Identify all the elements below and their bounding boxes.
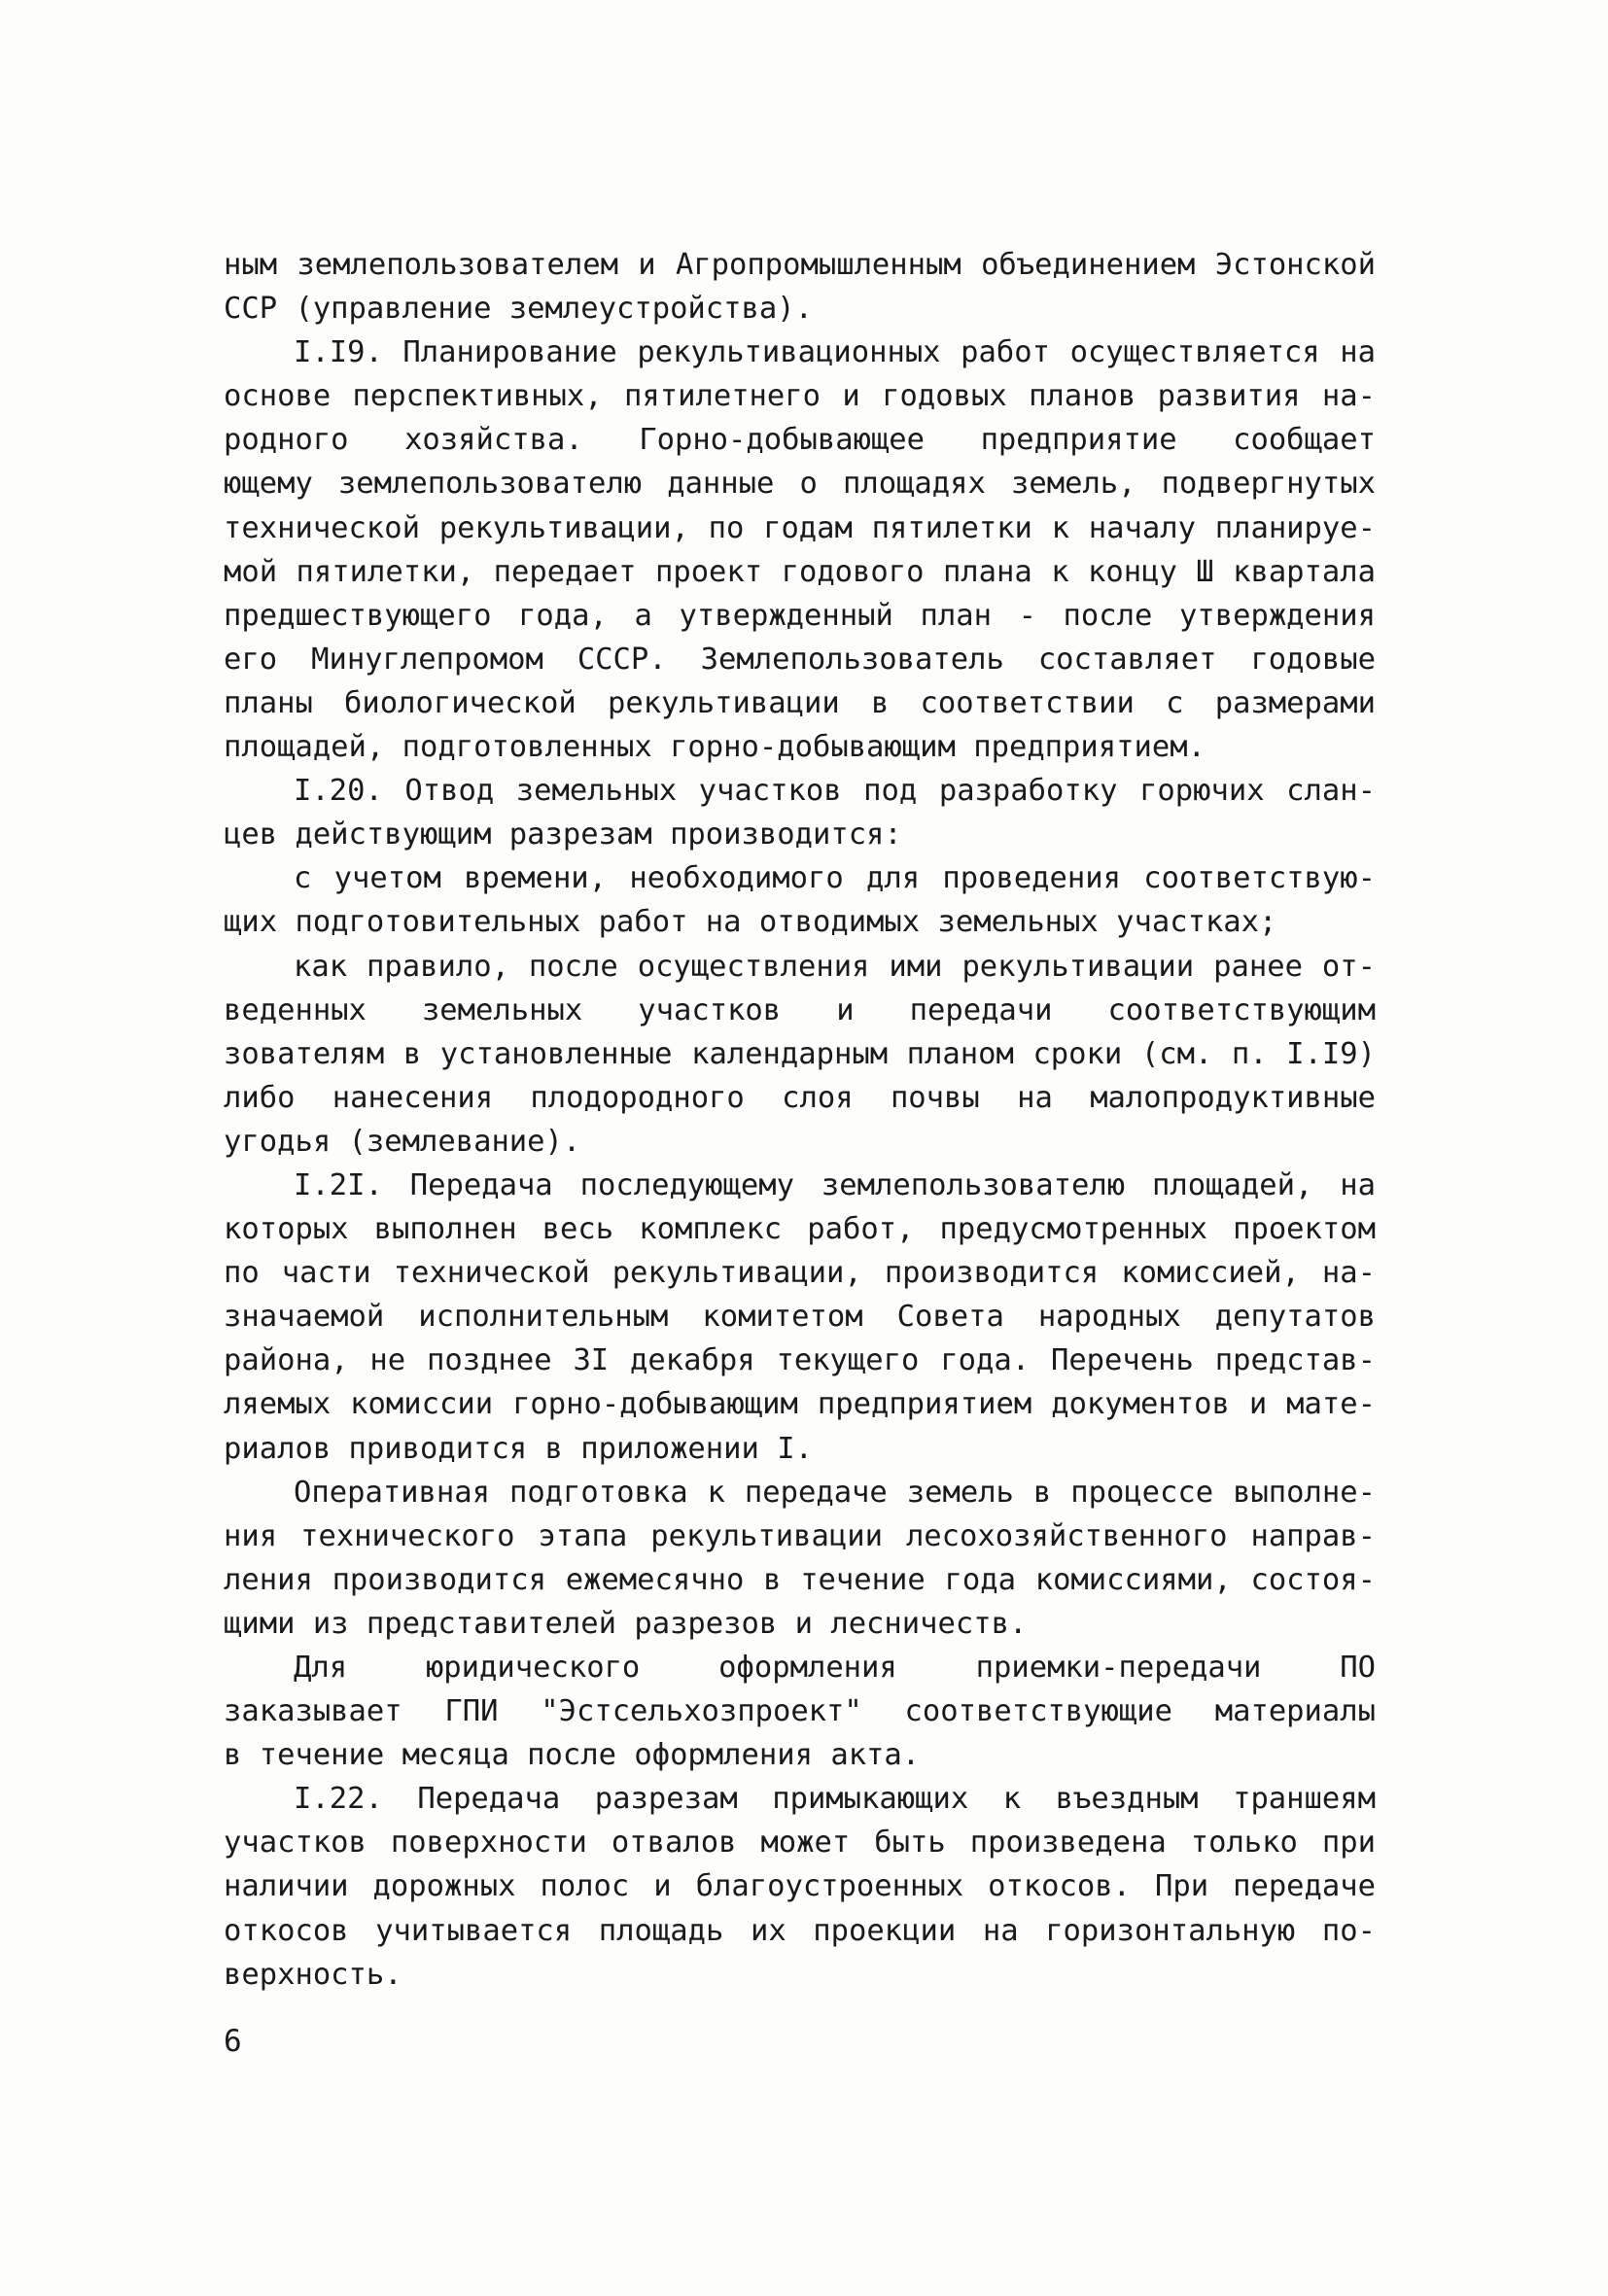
text-line: ляемых комиссии горно-добывающим предприятием документов и мате- [224,1387,1376,1422]
text-line: мой пятилетки, передает проект годового плана к концу Ш квартала [224,554,1376,589]
text-line: основе перспективных, пятилетнего и годовых планов развития на- [224,379,1376,414]
text-line: щих подготовительных работ на отводимых земельных участках; [224,905,1277,940]
paragraph-operational-start: Оперативная подготовка к передаче земель в процессе выполне- [294,1475,1376,1510]
text-line: района, не позднее 3I декабря текущего года. Перечень представ- [224,1343,1376,1378]
text-line: ССР (управление землеустройства). [224,292,813,327]
text-line: в течение месяца после оформления акта. [224,1738,921,1773]
text-line: заказывает ГПИ "Эстсельхозпроект" соответствующие материалы [224,1694,1376,1729]
text-line: щими из представителей разрезов и лесничеств. [224,1606,1028,1641]
text-line: планы биологической рекультивации в соответствии с размерами [224,685,1376,720]
text-line: предшествующего года, а утвержденный план - после утверждения [224,598,1376,633]
list-item-2: как правило, после осуществления ими рекультивации ранее от- [294,949,1376,984]
text-line: ным землепользователем и Агропромышленным объединением Эстонской [224,248,1376,282]
page-number: 6 [224,2024,242,2059]
text-line: технической рекультивации, по годам пятилетки к началу планируе- [224,510,1376,545]
text-line: родного хозяйства. Горно-добывающее предприятие сообщает [224,423,1376,458]
text-line: по части технической рекультивации, производится комиссией, на- [224,1256,1376,1291]
paragraph-1-21-start: I.2I. Передача последующему землепользователю площадей, на [294,1167,1376,1202]
text-line: которых выполнен весь комплекс работ, предусмотренных проектом [224,1212,1376,1247]
list-item-1: с учетом времени, необходимого для проведения соответствую- [294,861,1376,896]
text-line: ния технического этапа рекультивации лесохозяйственного направ- [224,1518,1376,1553]
body-text [224,243,1376,1997]
text-line: участков поверхности отвалов может быть произведена только при [224,1826,1376,1861]
text-line: цев действующим разрезам производится: [224,818,902,852]
text-line: наличии дорожных полос и благоустроенных откосов. При передаче [224,1869,1376,1904]
text-line: верхность. [224,1957,402,1992]
text-line: риалов приводится в приложении I. [224,1431,813,1466]
text-line: зователям в установленные календарным планом сроки (см. п. I.I9) [224,1036,1376,1071]
text-line: либо нанесения плодородного слоя почвы на малопродуктивные [224,1080,1376,1115]
text-line: площадей, подготовленных горно-добывающим предприятием. [224,730,1206,765]
text-line: ления производится ежемесячно в течение года комиссиями, состоя- [224,1562,1376,1597]
text-line: значаемой исполнительным комитетом Совета народных депутатов [224,1300,1376,1335]
paragraph-1-20-start: I.20. Отвод земельных участков под разработку горючих слан- [294,774,1376,809]
paragraph-legal-start: Для юридического оформления приемки-передачи ПО [294,1651,1376,1685]
text-line: ющему землепользователю данные о площадях земель, подвергнутых [224,467,1376,502]
text-line: веденных земельных участков и передачи соответствующим [224,992,1376,1027]
paragraph-1-19-start: I.I9. Планирование рекультивационных работ осуществляется на [294,335,1376,370]
text-line: угодья (землевание). [224,1124,581,1159]
paragraph-1-22-start: I.22. Передача разрезам примыкающих к въездным траншеям [294,1782,1376,1817]
text-line: его Минуглепромом СССР. Землепользователь составляет годовые [224,642,1376,677]
text-line: откосов учитывается площадь их проекции на горизонтальную по- [224,1913,1376,1948]
